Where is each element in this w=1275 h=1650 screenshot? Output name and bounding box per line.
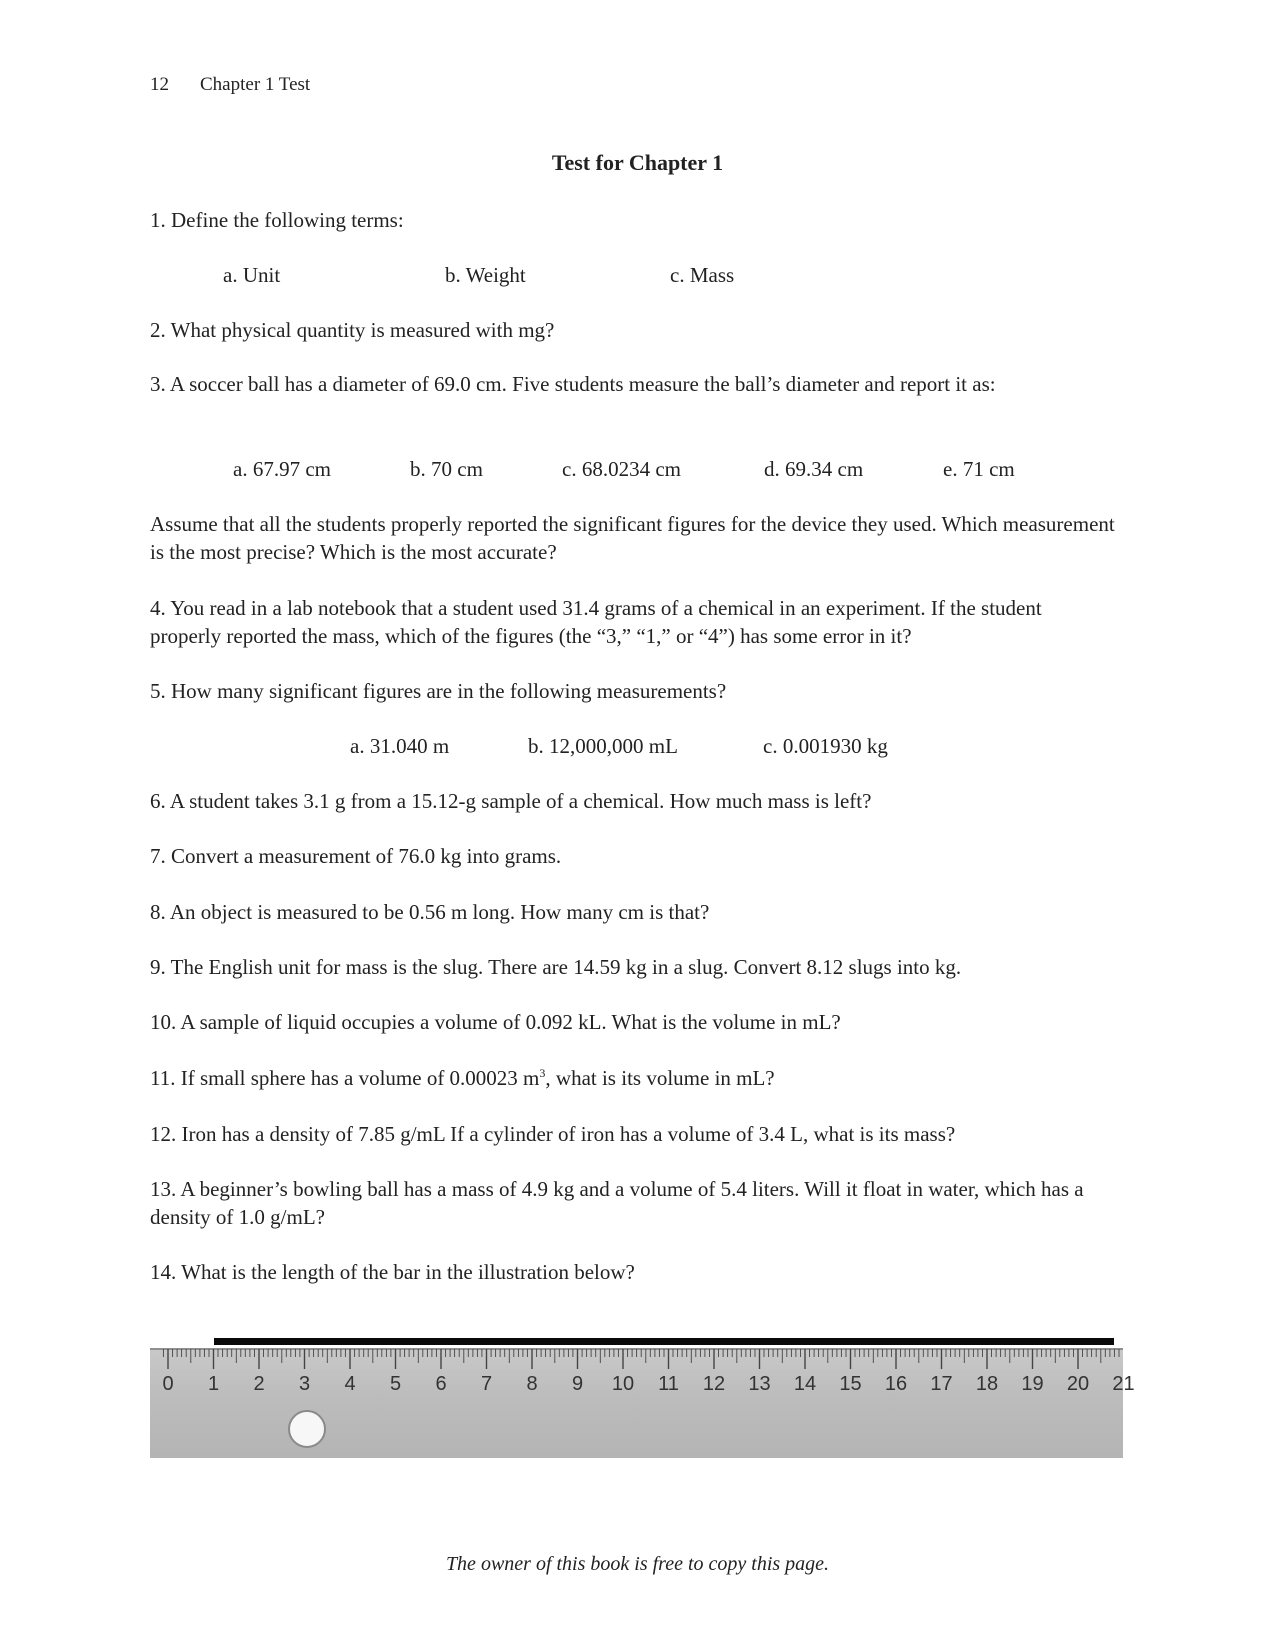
q11-text-after: , what is its volume in mL? xyxy=(545,1066,775,1090)
question-5: 5. How many significant figures are in the following measurements? xyxy=(150,679,727,703)
ruler-label-4: 4 xyxy=(344,1373,356,1395)
question-10: 10. A sample of liquid occupies a volume of 0.092 kL. What is the volume in mL? xyxy=(150,1010,841,1034)
q5-option-b: b. 12,000,000 mL xyxy=(528,734,678,758)
ruler-label-15: 15 xyxy=(839,1373,862,1395)
question-9: 9. The English unit for mass is the slug. There are 14.59 kg in a slug. Convert 8.12 slugs into kg. xyxy=(150,955,962,979)
ruler-label-7: 7 xyxy=(480,1373,493,1395)
ruler-label-8: 8 xyxy=(526,1373,538,1395)
ruler-scale xyxy=(150,1348,1135,1458)
q3-option-a: a. 67.97 cm xyxy=(233,457,331,481)
ruler-label-0: 0 xyxy=(162,1373,174,1395)
ruler-hang-hole xyxy=(289,1411,325,1447)
question-7: 7. Convert a measurement of 76.0 kg into grams. xyxy=(150,844,562,868)
q3-option-d: d. 69.34 cm xyxy=(764,457,864,481)
copy-permission-note: The owner of this book is free to copy this page. xyxy=(445,1553,830,1575)
question-3: 3. A soccer ball has a diameter of 69.0 cm. Five students measure the ball’s diameter and report it as: xyxy=(150,372,996,396)
ruler-label-1: 1 xyxy=(207,1373,220,1395)
q1-option-c: c. Mass xyxy=(670,263,735,287)
ruler-label-3: 3 xyxy=(298,1373,311,1395)
question-4: 4. You read in a lab notebook that a student used 31.4 grams of a chemical in an experiment. If the student properly reported the mass, which of the figures (the “3,” “1,” or “4”) has some error in it? xyxy=(150,596,1042,648)
q5-option-c: c. 0.001930 kg xyxy=(763,734,888,758)
question-14: 14. What is the length of the bar in the illustration below? xyxy=(150,1260,635,1284)
question-2: 2. What physical quantity is measured with mg? xyxy=(150,318,555,342)
ruler-label-10: 10 xyxy=(611,1373,635,1395)
ruler-label-11: 11 xyxy=(658,1373,679,1395)
question-11 xyxy=(150,1064,775,1092)
ruler-label-6: 6 xyxy=(435,1373,447,1395)
question-12: 12. Iron has a density of 7.85 g/mL If a cylinder of iron has a volume of 3.4 L, what is its mass? xyxy=(150,1122,956,1146)
measured-bar xyxy=(214,1338,1115,1345)
question-1: 1. Define the following terms: xyxy=(150,208,404,232)
ruler-label-17: 17 xyxy=(930,1373,953,1395)
q3-option-e: e. 71 cm xyxy=(943,457,1015,481)
question-6: 6. A student takes 3.1 g from a 15.12-g sample of a chemical. How much mass is left? xyxy=(150,789,872,813)
page-title: Test for Chapter 1 xyxy=(551,150,724,175)
q3-option-c: c. 68.0234 cm xyxy=(562,457,681,481)
ruler-label-14: 14 xyxy=(793,1373,817,1395)
ruler-label-13: 13 xyxy=(748,1373,771,1395)
q3-followup: Assume that all the students properly reported the significant figures for the device they used. Which measurement is the most precise? Which is the most accurate? xyxy=(150,512,1115,564)
question-8: 8. An object is measured to be 0.56 m long. How many cm is that? xyxy=(150,900,710,924)
ruler-label-5: 5 xyxy=(389,1373,402,1395)
ruler-label-2: 2 xyxy=(253,1373,265,1395)
ruler-label-20: 20 xyxy=(1066,1373,1090,1395)
ruler-label-21: 21 xyxy=(1112,1373,1135,1395)
q5-option-a: a. 31.040 m xyxy=(350,734,450,758)
ruler-label-16: 16 xyxy=(884,1373,908,1395)
q11-superscript: 3 xyxy=(539,1066,546,1080)
ruler-label-19: 19 xyxy=(1021,1373,1044,1395)
running-title: Chapter 1 Test xyxy=(200,74,311,95)
ruler xyxy=(150,1348,1135,1458)
q1-option-a: a. Unit xyxy=(223,263,281,287)
q1-option-b: b. Weight xyxy=(445,263,526,287)
ruler-label-18: 18 xyxy=(975,1373,999,1395)
q11-text-before: 11. If small sphere has a volume of 0.00023 m xyxy=(150,1066,540,1090)
ruler-illustration xyxy=(150,1338,1135,1458)
question-13: 13. A beginner’s bowling ball has a mass of 4.9 kg and a volume of 5.4 liters. Will it float in water, which has a density of 1.0 g/mL? xyxy=(150,1177,1084,1229)
q3-option-b: b. 70 cm xyxy=(410,457,483,481)
page-number: 12 xyxy=(150,74,169,95)
ruler-label-12: 12 xyxy=(702,1373,726,1395)
ruler-label-9: 9 xyxy=(571,1373,584,1395)
